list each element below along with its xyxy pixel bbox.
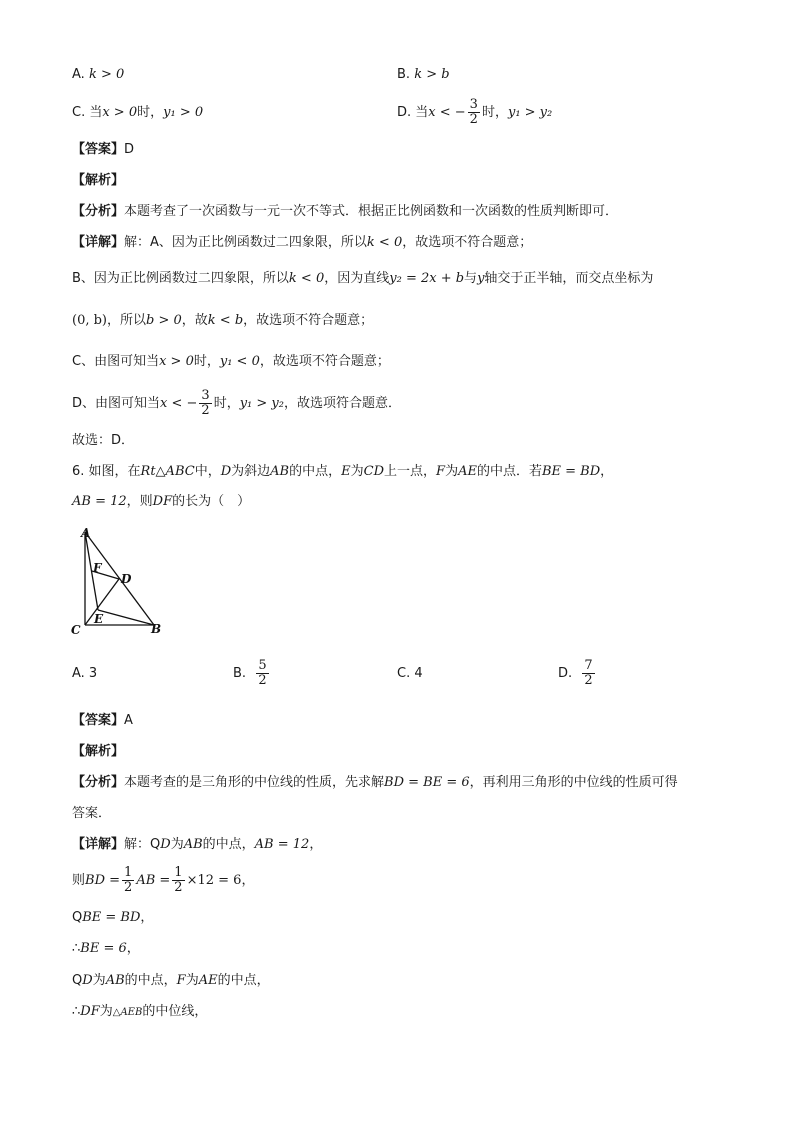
detail-text: ，故选项符合题意． [283,396,401,411]
q5-option-a [72,66,124,84]
denominator: 2 [469,112,478,127]
stem-expr: F [436,464,446,479]
stem-expr: D [220,464,232,479]
q5-choose: 故选：D． [72,433,135,448]
detail-text: 解：Q [124,837,161,852]
stem-text: 上一点， [384,464,437,479]
detail-text: 为 [170,837,184,852]
detail-expr: F [176,973,186,988]
q6-detail-step1 [72,836,322,854]
detail-text: B、因为正比例函数过二四象限，所以 [72,271,289,286]
stem-text: 为斜边 [231,464,271,479]
detail-expr: y [477,271,485,286]
detail-expr: AE [198,973,218,988]
stem-text: 6. 如图，在 [72,464,141,479]
answer-tag: 【答案】 [72,142,125,157]
detail-text: 为 [185,973,199,988]
q5-detail-d [72,385,401,423]
option-label: C. 当 [72,105,103,120]
option-label: A. [72,67,85,82]
detail-expr: k < 0 [288,271,325,286]
stem-text: 的中点．若 [476,464,542,479]
q5-analysis-tag: 【解析】 [72,173,125,188]
option-expr: k > 0 [88,67,125,82]
detail-text: 的中点， [202,837,255,852]
detail-text: ，故选项不符合题意； [259,354,390,369]
q6-fenxi-line1 [72,774,678,792]
q5-fenxi [72,203,618,221]
q6-detail-step2 [72,862,254,900]
detail-text: 与 [464,271,478,286]
denominator: 2 [258,673,267,688]
q6-stem-line1 [72,463,613,481]
detail-expr: AB = [136,873,171,888]
detail-expr: k < b [207,313,244,328]
detail-expr: x < − [160,396,198,411]
detail-text: 轴交于正半轴，而交点坐标为 [484,271,654,286]
option-text: 时， [481,105,508,120]
fraction [256,659,268,688]
q5-detail-b-line1 [72,270,653,288]
denominator: 2 [584,673,593,688]
label-e: E [94,612,104,626]
detail-tag: 【详解】 [72,837,125,852]
stem-text: 的长为（ ） [172,494,251,509]
answer-value: D [124,142,135,157]
detail-expr: AB [105,973,125,988]
q6-detail-step5 [72,972,270,990]
option-label: D. 当 [397,105,429,120]
detail-text: 时， [193,354,220,369]
stem-expr: AB = 12 [72,494,127,509]
detail-expr: k < 0 [366,235,403,250]
detail-text: ，因为直线 [324,271,390,286]
detail-text: 时， [213,396,240,411]
fenxi-tag: 【分析】 [72,204,125,219]
label-c: C [71,623,81,637]
answer-value: A [124,713,133,728]
fraction [122,866,134,895]
triangle-figure [66,522,176,640]
stem-expr: E [341,464,351,479]
option-expr: y₁ > 0 [163,105,204,120]
stem-text: 为 [350,464,364,479]
detail-expr: AB [183,837,203,852]
denominator: 2 [201,403,210,418]
stem-expr: DF [152,494,173,509]
q6-detail-step4 [72,940,140,958]
label-b: B [151,622,162,636]
detail-expr: BE = 6 [80,941,127,956]
denominator: 2 [174,880,183,895]
detail-text: 为 [99,1004,113,1019]
denominator: 2 [124,880,133,895]
option-expr: x > 0 [102,105,138,120]
detail-text: ， [309,837,323,852]
detail-text: 的中点， [124,973,177,988]
detail-expr: y₁ > y₂ [239,396,284,411]
detail-expr: BE = BD [82,910,141,925]
fraction [582,659,594,688]
detail-text: 的中点， [217,973,270,988]
detail-text: 则 [72,873,86,888]
option-expr: x < − [428,105,466,120]
fraction [199,389,211,418]
numerator: 5 [258,658,267,673]
detail-text: ， [126,941,140,956]
q6-option-a: A. 3 [72,666,98,681]
detail-text: ， [241,873,255,888]
detail-text: D、由图可知当 [72,396,161,411]
q6-fenxi-line2: 答案． [72,806,112,821]
stem-expr: AB [270,464,290,479]
therefore-symbol: ∴ [72,1004,81,1019]
detail-text: ，故选项不符合题意； [402,235,533,250]
stem-text: 的中点， [289,464,342,479]
detail-expr: BD = [85,873,121,888]
label-d: D [121,572,132,586]
detail-tag: 【详解】 [72,235,125,250]
numerator: 1 [124,865,133,880]
detail-expr: y₁ < 0 [219,354,260,369]
stem-expr: CD [363,464,385,479]
stem-text: ， [600,464,614,479]
q5-option-b [397,66,450,84]
fenxi-tag: 【分析】 [72,775,125,790]
fenxi-text: 本题考查的是三角形的中位线的性质，先求解 [124,775,385,790]
detail-expr: △AEB [112,1007,143,1018]
q6-detail-step6 [72,1003,207,1022]
q6-detail-step3 [72,909,153,927]
numerator: 1 [174,865,183,880]
stem-expr: Rt△ABC [140,464,195,479]
therefore-symbol: ∴ [72,941,81,956]
fenxi-text: 本题考查了一次函数与一元一次不等式．根据正比例函数和一次函数的性质判断即可． [124,204,619,219]
stem-text: 为 [445,464,459,479]
q6-option-d [558,655,597,693]
q5-option-d [397,94,552,132]
detail-expr: b > 0 [146,313,182,328]
stem-text: ，则 [126,494,153,509]
detail-text: 解：A、因为正比例函数过二四象限，所以 [124,235,367,250]
q5-detail-b-line2 [72,312,373,330]
detail-expr: DF [80,1004,100,1019]
option-label: D. [558,666,573,681]
stem-text: 中， [194,464,221,479]
q5-detail-c [72,353,390,371]
detail-text: ，所以 [107,313,147,328]
q6-answer [72,712,133,730]
detail-text: Q [72,910,83,925]
option-label: B. [397,67,411,82]
detail-text: ，故选项不符合题意； [243,313,374,328]
detail-text: ， [140,910,154,925]
fenxi-expr: BD = BE = 6 [384,775,470,790]
numerator: 3 [469,97,478,112]
detail-text: ，故 [181,313,208,328]
q6-option-c: C. 4 [397,666,423,681]
detail-text: C、由图可知当 [72,354,160,369]
option-label: B. [233,666,247,681]
stem-expr: AE [458,464,477,479]
fenxi-text: ，再利用三角形的中位线的性质可得 [469,775,678,790]
q5-option-c [72,104,203,122]
stem-expr: BE = BD [541,464,601,479]
option-expr: y₁ > y₂ [507,105,553,120]
detail-expr: AB = 12 [254,837,310,852]
detail-text: 为 [92,973,106,988]
detail-expr: y₂ = 2x + b [389,271,465,286]
fraction [172,866,184,895]
q6-option-b [233,655,271,693]
q6-stem-line2 [72,493,250,511]
detail-expr: D [160,837,171,852]
q6-analysis-tag: 【解析】 [72,744,125,759]
detail-expr: x > 0 [159,354,194,369]
q5-answer [72,141,134,159]
detail-expr: ×12 = 6 [186,873,242,888]
detail-text: Q [72,973,83,988]
option-text: 时， [137,105,164,120]
answer-tag: 【答案】 [72,713,125,728]
q5-detail-a [72,234,532,252]
label-a: A [81,526,91,540]
label-f: F [93,561,102,575]
option-expr: k > b [414,67,450,82]
detail-expr: (0, b) [72,313,108,328]
numerator: 7 [584,658,593,673]
fraction [468,98,480,127]
detail-text: 的中位线， [142,1004,208,1019]
segment-eb [98,610,154,625]
numerator: 3 [201,388,210,403]
detail-expr: D [82,973,93,988]
